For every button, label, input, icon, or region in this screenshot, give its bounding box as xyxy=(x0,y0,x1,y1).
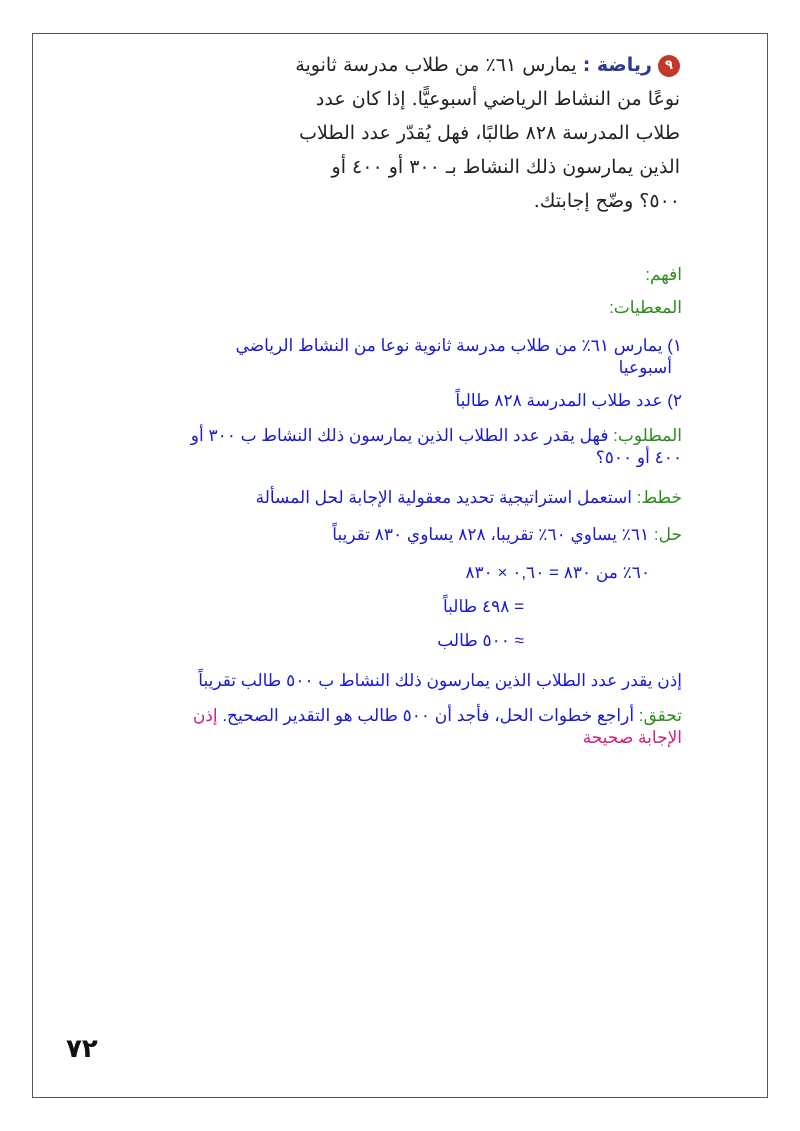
required xyxy=(82,425,682,469)
calc-line-1: ٦٠٪ من ٨٣٠ = ٠,٦٠ × ٨٣٠ xyxy=(465,563,650,582)
problem-line-4: الذين يمارسون ذلك النشاط بـ ٣٠٠ أو ٤٠٠ أو xyxy=(331,156,680,178)
plan-text: استعمل استراتيجية تحديد معقولية الإجابة لحل المسألة xyxy=(255,488,637,507)
understand-label: افهم: xyxy=(645,265,682,284)
required-text: فهل يقدر عدد الطلاب الذين يمارسون ذلك النشاط ب ٣٠٠ أو xyxy=(190,426,614,445)
problem-text-1: يمارس ٦١٪ من طلاب مدرسة ثانوية xyxy=(295,54,577,76)
plan xyxy=(256,487,682,509)
problem-line-1 xyxy=(250,48,680,82)
solve xyxy=(332,524,682,546)
check-line-1 xyxy=(82,705,682,727)
problem-topic: رياضة : xyxy=(582,54,652,76)
problem-statement xyxy=(250,48,680,218)
problem-line-5: ٥٠٠؟ وضّح إجابتك. xyxy=(533,190,680,212)
given-1-line-1: ١) يمارس ٦١٪ من طلاب مدرسة ثانوية نوعا من النشاط الرياضي xyxy=(235,336,682,355)
problem-line-2: نوعًا من النشاط الرياضي أسبوعيًّا. إذا كان عدد xyxy=(315,88,680,110)
solve-text: ٦١٪ يساوي ٦٠٪ تقريبا، ٨٢٨ يساوي ٨٣٠ تقريباً xyxy=(332,525,654,544)
check-text: أراجع خطوات الحل، فأجد أن ٥٠٠ طالب هو التقدير الصحيح. xyxy=(222,706,639,725)
required-line-1 xyxy=(82,425,682,447)
check-line-2: الإجابة صحيحة xyxy=(582,728,682,747)
required-label: المطلوب: xyxy=(613,426,682,445)
check-pink-1: إذن xyxy=(192,706,223,725)
plan-label: خطط: xyxy=(636,488,682,507)
page-number: ٧٢ xyxy=(66,1034,98,1064)
calc-line-3: ≈ ٥٠٠ طالب xyxy=(437,631,524,650)
given-1-line-2: أسبوعيا xyxy=(618,358,672,377)
problem-number: ٩ xyxy=(658,55,680,77)
given-1 xyxy=(122,335,682,379)
problem-line-3: طلاب المدرسة ٨٢٨ طالبًا، فهل يُقدّر عدد الطلاب xyxy=(299,122,680,144)
givens-label: المعطيات: xyxy=(609,298,682,317)
conclusion: إذن يقدر عدد الطلاب الذين يمارسون ذلك النشاط ب ٥٠٠ طالب تقريباً xyxy=(198,671,682,690)
given-2: ٢) عدد طلاب المدرسة ٨٢٨ طالباً xyxy=(455,391,682,410)
required-line-2: ٤٠٠ أو ٥٠٠؟ xyxy=(595,448,682,467)
calc-line-2: = ٤٩٨ طالباً xyxy=(443,597,524,616)
solve-label: حل: xyxy=(653,525,682,544)
check xyxy=(82,705,682,749)
check-label: تحقق: xyxy=(638,706,682,725)
